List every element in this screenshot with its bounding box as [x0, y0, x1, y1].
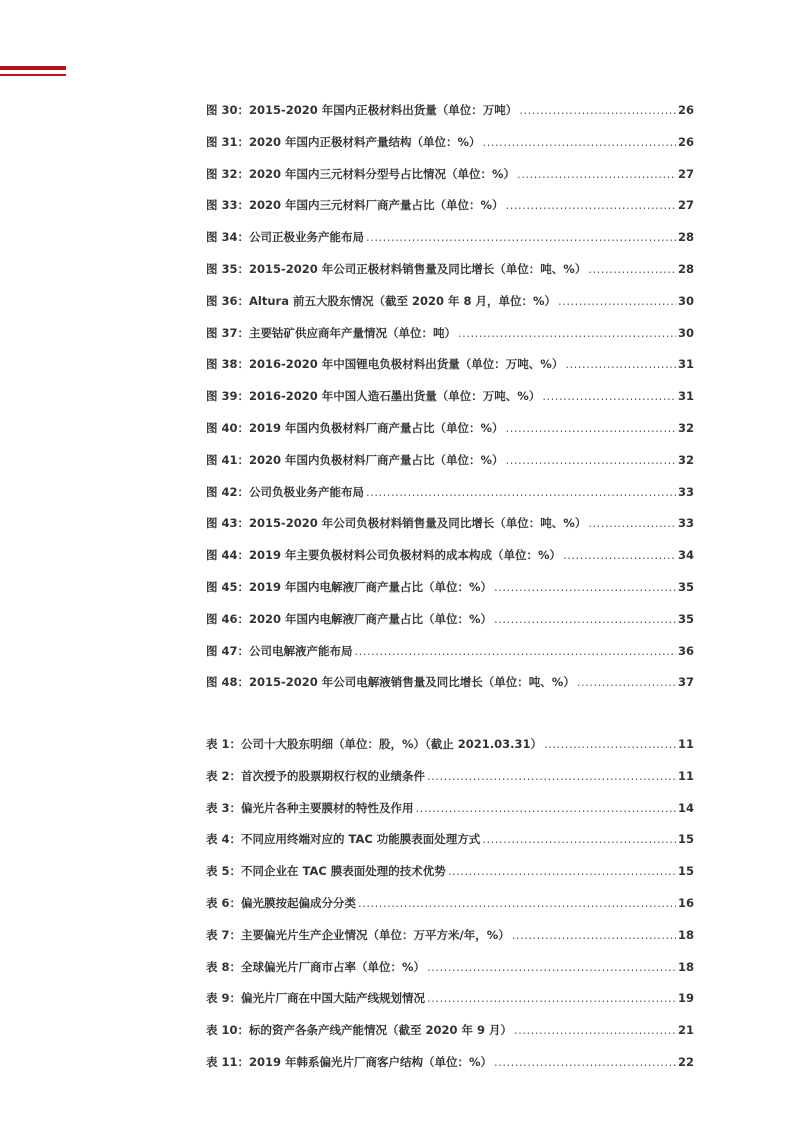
leader-dots — [542, 389, 676, 403]
leader-dots — [494, 1055, 676, 1069]
table-entry-page-number: 22 — [677, 1055, 694, 1069]
figure-entry-label: 图 46：2020 年国内电解液厂商产量占比（单位：%） — [206, 611, 493, 626]
leader-dots — [458, 326, 676, 340]
table-entry-page-number: 19 — [677, 991, 694, 1006]
leader-dots — [494, 612, 676, 626]
leader-dots — [506, 198, 676, 212]
table-entry-page-number: 14 — [677, 800, 694, 815]
leader-dots — [416, 801, 676, 815]
leader-dots — [448, 864, 676, 878]
header-accent-line — [0, 74, 66, 76]
figure-entry-page-number: 32 — [677, 421, 694, 435]
leader-dots — [506, 421, 676, 435]
figure-entry-label: 图 38：2016-2020 年中国锂电负极材料出货量（单位：万吨、%） — [206, 357, 564, 372]
figure-entry[interactable] — [206, 515, 694, 533]
table-entry[interactable] — [206, 1054, 694, 1072]
figure-entry-page-number: 26 — [677, 134, 694, 149]
leader-dots — [366, 230, 676, 244]
table-entry-label: 表 11：2019 年韩系偏光片厂商客户结构（单位：%） — [206, 1055, 493, 1069]
figure-entry-page-number: 31 — [677, 357, 694, 372]
figure-entry-label: 图 35：2015-2020 年公司正极材料销售量及同比增长（单位：吨、%） — [206, 262, 587, 276]
table-entry[interactable] — [206, 959, 694, 977]
figure-entry[interactable] — [206, 547, 694, 565]
leader-dots — [427, 991, 676, 1005]
figure-entry-label: 图 36：Altura 前五大股东情况（截至 2020 年 8 月，单位：%） — [206, 293, 557, 308]
table-entry-label: 表 3：偏光片各种主要膜材的特性及作用 — [206, 800, 414, 815]
figure-entry-page-number: 35 — [677, 611, 694, 626]
figure-entry[interactable] — [206, 484, 694, 502]
table-entry[interactable] — [206, 768, 694, 786]
figure-entry-page-number: 34 — [677, 548, 694, 563]
figure-entry-label: 图 40：2019 年国内负极材料厂商产量占比（单位：%） — [206, 421, 504, 435]
figure-entry-page-number: 28 — [677, 262, 694, 276]
figure-entry-label: 图 32：2020 年国内三元材料分型号占比情况（单位：%） — [206, 166, 516, 181]
table-entry-label: 表 5：不同企业在 TAC 膜表面处理的技术优势 — [206, 864, 446, 879]
table-entry-page-number: 11 — [677, 737, 694, 751]
figure-entry-label: 图 48：2015-2020 年公司电解液销售量及同比增长（单位：吨、%） — [206, 675, 575, 690]
figure-entry-page-number: 27 — [677, 198, 694, 213]
table-entry-page-number: 11 — [677, 768, 694, 783]
figure-entry[interactable] — [206, 643, 694, 661]
figure-entry[interactable] — [206, 134, 694, 152]
figure-entry-label: 图 45：2019 年国内电解液厂商产量占比（单位：%） — [206, 580, 493, 594]
leader-dots — [355, 644, 676, 658]
table-entry-label: 表 4：不同应用终端对应的 TAC 功能膜表面处理方式 — [206, 832, 481, 847]
leader-dots — [544, 737, 676, 751]
figure-entry[interactable] — [206, 261, 694, 279]
table-entry-label: 表 1：公司十大股东明细（单位：股，%）（截止 2021.03.31） — [206, 737, 543, 751]
table-entry[interactable] — [206, 863, 694, 881]
figure-entry[interactable] — [206, 674, 694, 692]
figure-entry[interactable] — [206, 388, 694, 406]
figure-entry-page-number: 30 — [677, 325, 694, 340]
figure-entry-page-number: 33 — [677, 516, 694, 531]
figure-entry[interactable] — [206, 452, 694, 470]
figure-entry-page-number: 35 — [677, 580, 694, 594]
figure-entry-label: 图 34：公司正极业务产能布局 — [206, 230, 365, 245]
figure-entry-label: 图 37：主要钴矿供应商年产量情况（单位：吨） — [206, 325, 457, 340]
table-entry-page-number: 16 — [677, 896, 694, 910]
figure-entry[interactable] — [206, 611, 694, 629]
figure-entry-label: 图 39：2016-2020 年中国人造石墨出货量（单位：万吨、%） — [206, 389, 541, 404]
leader-dots — [427, 769, 676, 783]
leader-dots — [358, 896, 676, 910]
table-entry-page-number: 18 — [677, 927, 694, 942]
table-entry[interactable] — [206, 895, 694, 913]
figure-entry-page-number: 26 — [677, 103, 694, 117]
figure-entry-label: 图 47：公司电解液产能布局 — [206, 643, 353, 658]
table-entry[interactable] — [206, 927, 694, 945]
table-entry-label: 表 9：偏光片厂商在中国大陆产线规划情况 — [206, 991, 426, 1006]
table-entry-label: 表 10：标的资产各条产线产能情况（截至 2020 年 9 月） — [206, 1023, 513, 1038]
table-entry[interactable] — [206, 831, 694, 849]
table-entry[interactable] — [206, 736, 694, 754]
table-entry-page-number: 18 — [677, 959, 694, 974]
figure-entry-page-number: 27 — [677, 166, 694, 181]
table-entry-label: 表 6：偏光膜按起偏成分分类 — [206, 896, 357, 910]
figure-entry-label: 图 43：2015-2020 年公司负极材料销售量及同比增长（单位：吨、%） — [206, 516, 587, 531]
figure-entry[interactable] — [206, 229, 694, 247]
figure-entry[interactable] — [206, 325, 694, 343]
figure-entry-page-number: 33 — [677, 484, 694, 499]
figure-entry[interactable] — [206, 293, 694, 311]
figure-entry[interactable] — [206, 102, 694, 120]
leader-dots — [514, 1023, 676, 1037]
figure-entry-label: 图 33：2020 年国内三元材料厂商产量占比（单位：%） — [206, 198, 504, 213]
figure-entry-page-number: 37 — [677, 675, 694, 690]
leader-dots — [563, 548, 676, 562]
leader-dots — [588, 262, 676, 276]
leader-dots — [427, 960, 676, 974]
figure-entry[interactable] — [206, 166, 694, 184]
figure-entry-label: 图 30：2015-2020 年国内正极材料出货量（单位：万吨） — [206, 103, 518, 117]
leader-dots — [558, 294, 676, 308]
leader-dots — [517, 167, 676, 181]
leader-dots — [512, 928, 676, 942]
table-entry[interactable] — [206, 800, 694, 818]
figure-entry-label: 图 41：2020 年国内负极材料厂商产量占比（单位：%） — [206, 452, 504, 467]
leader-dots — [366, 485, 676, 499]
figure-entry-label: 图 42：公司负极业务产能布局 — [206, 484, 365, 499]
figure-entry-label: 图 44：2019 年主要负极材料公司负极材料的成本构成（单位：%） — [206, 548, 562, 563]
leader-dots — [577, 675, 676, 689]
figure-entry-page-number: 36 — [677, 643, 694, 658]
figure-entry-page-number: 30 — [677, 293, 694, 308]
leader-dots — [588, 516, 676, 530]
table-entry-page-number: 15 — [677, 864, 694, 879]
table-entry[interactable] — [206, 1022, 694, 1040]
figure-entry[interactable] — [206, 356, 694, 374]
leader-dots — [482, 832, 676, 846]
table-entry-label: 表 7：主要偏光片生产企业情况（单位：万平方米/年，%） — [206, 927, 510, 942]
table-entry-label: 表 2：首次授予的股票期权行权的业绩条件 — [206, 768, 426, 783]
figure-entry-page-number: 31 — [677, 389, 694, 404]
table-entry-page-number: 15 — [677, 832, 694, 847]
leader-dots — [565, 357, 676, 371]
leader-dots — [506, 453, 676, 467]
figure-entry[interactable] — [206, 579, 694, 597]
header-accent-bar — [0, 66, 66, 70]
figure-entry-page-number: 32 — [677, 452, 694, 467]
figure-entry-label: 图 31：2020 年国内正极材料产量结构（单位：%） — [206, 134, 481, 149]
figure-entry[interactable] — [206, 197, 694, 215]
leader-dots — [483, 135, 676, 149]
leader-dots — [494, 580, 676, 594]
leader-dots — [519, 103, 676, 117]
table-entry-page-number: 21 — [677, 1023, 694, 1038]
table-entry-label: 表 8：全球偏光片厂商市占率（单位：%） — [206, 959, 426, 974]
table-entry[interactable] — [206, 990, 694, 1008]
figure-entry-page-number: 28 — [677, 230, 694, 245]
figure-entry[interactable] — [206, 420, 694, 438]
